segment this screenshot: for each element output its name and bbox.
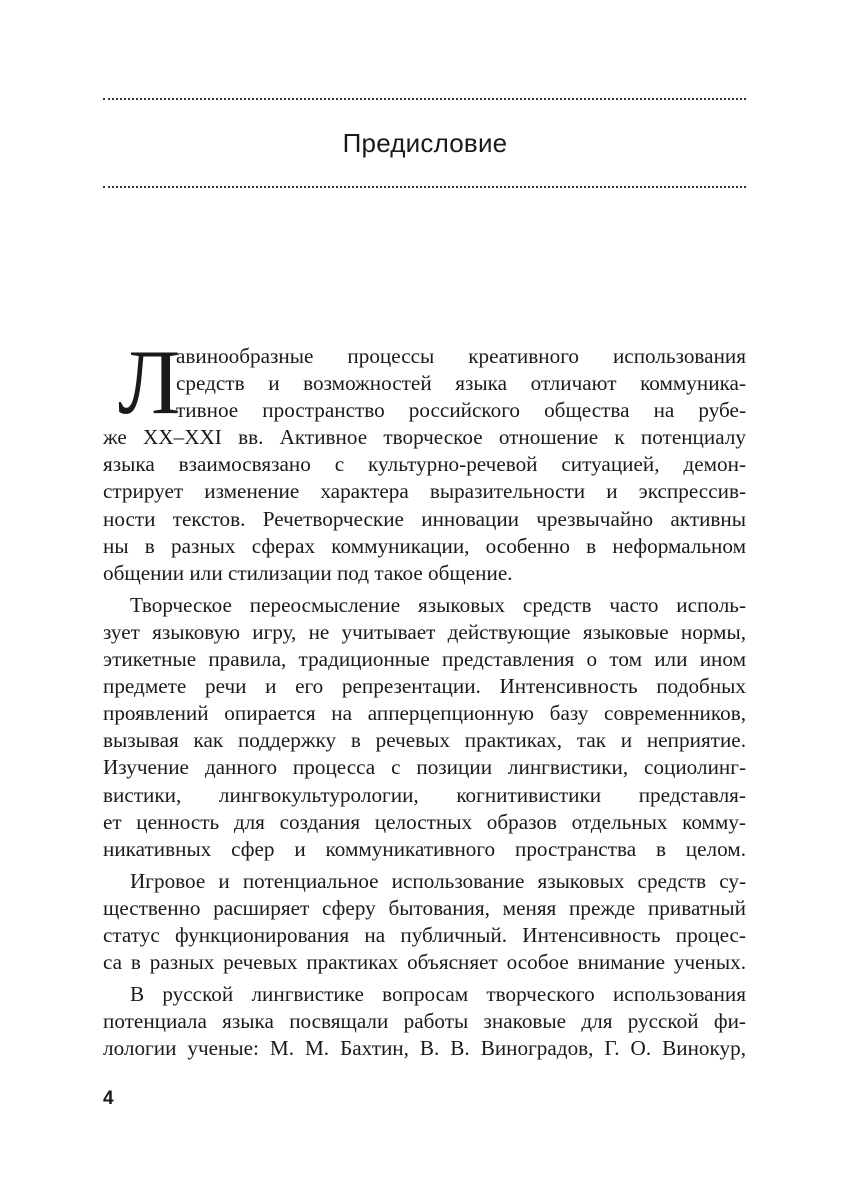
text-line: авинообразные процессы креативного использования xyxy=(176,344,746,368)
text-line: ны в разных сферах коммуникации, особенно в неформальном xyxy=(103,533,746,558)
paragraph xyxy=(103,981,746,1062)
section-heading: Предисловие xyxy=(342,128,508,158)
text-line: ности текстов. Речетворческие инновации чрезвычайно активны xyxy=(103,506,746,531)
text-line: этикетные правила, традиционные представления о том или ином xyxy=(103,647,746,672)
text-line: средств и возможностей языка отличают коммуника- xyxy=(176,371,746,396)
page-number: 4 xyxy=(103,1088,114,1109)
top-dotted-rule xyxy=(103,98,746,100)
text-line: щественно расширяет сферу бытования, меняя прежде приватный xyxy=(103,895,746,920)
text-line: никативных сфер и коммуникативного пространства в целом. xyxy=(103,836,746,861)
text-line: В русской лингвистике вопросам творческого использования xyxy=(130,982,746,1007)
text-line: вистики, лингвокультурологии, когнитивистики представля- xyxy=(103,782,746,807)
text-line: Творческое переосмысление языковых средств часто исполь- xyxy=(130,592,746,617)
text-line: стрирует изменение характера выразительности и экспрессив- xyxy=(103,479,746,504)
text-line: тивное пространство российского общества на рубе- xyxy=(176,398,746,423)
text-line: предмете речи и его репрезентации. Интенсивность подобных xyxy=(103,674,746,699)
text-line: языка взаимосвязано с культурно-речевой ситуацией, демон- xyxy=(103,452,746,477)
text-line: Игровое и потенциальное использование языковых средств су- xyxy=(130,868,746,893)
text-line: зует языковую игру, не учитывает действующие языковые нормы, xyxy=(103,619,746,644)
text-line: лологии ученые: М. М. Бахтин, В. В. Виноградов, Г. О. Винокур, xyxy=(103,1036,746,1061)
text-line: проявлений опирается на апперцепционную базу современников, xyxy=(103,701,746,726)
bottom-dotted-rule xyxy=(103,186,746,188)
text-line: статус функционирования на публичный. Интенсивность процес- xyxy=(103,922,746,947)
paragraph xyxy=(103,868,746,976)
paragraph xyxy=(103,592,746,863)
drop-cap: Л xyxy=(118,331,181,433)
text-line: ет ценность для создания целостных образов отдельных комму- xyxy=(103,809,746,834)
text-line: общении или стилизации под такое общение. xyxy=(103,560,513,585)
paragraph xyxy=(103,343,746,587)
text-line: Изучение данного процесса с позиции лингвистики, социолинг- xyxy=(103,755,746,780)
text-line: потенциала языка посвящали работы знаковые для русской фи- xyxy=(103,1009,746,1034)
text-line: вызывая как поддержку в речевых практиках, так и неприятие. xyxy=(103,728,746,753)
text-line: са в разных речевых практиках объясняет особое внимание ученых. xyxy=(103,950,746,975)
body-text xyxy=(103,343,746,1062)
text-line: же XX–XXI вв. Активное творческое отношение к потенциалу xyxy=(103,425,746,450)
